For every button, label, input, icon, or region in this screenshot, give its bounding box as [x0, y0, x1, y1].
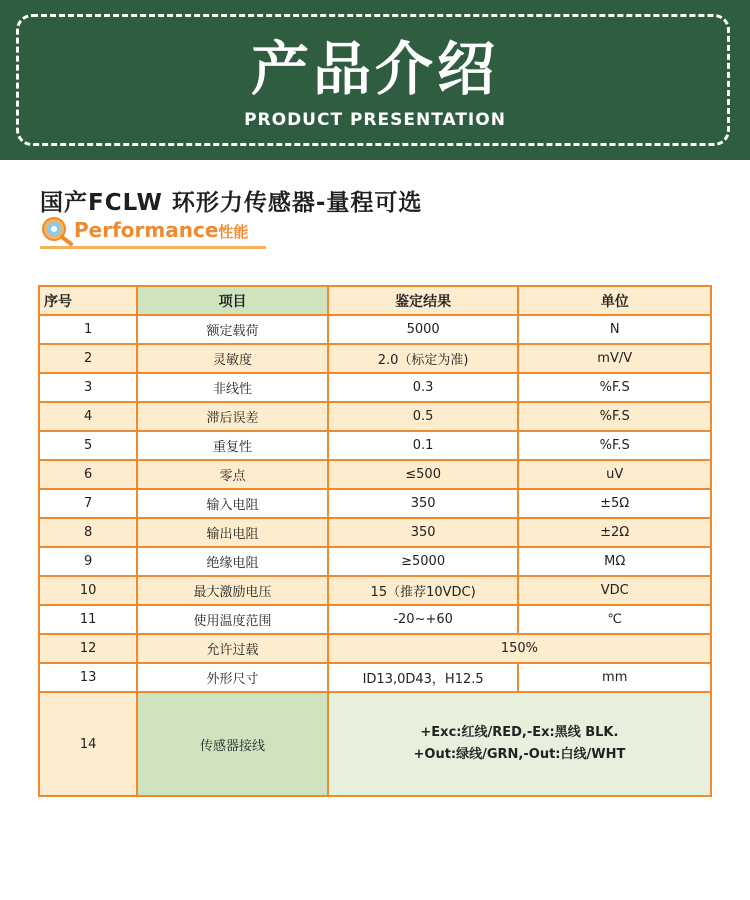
table-row — [39, 605, 711, 634]
cell-no: 4 — [39, 402, 137, 431]
table-row — [39, 692, 711, 796]
performance-label — [74, 218, 248, 242]
cell-no: 6 — [39, 460, 137, 489]
cell-item: 绝缘电阻 — [137, 547, 328, 576]
cell-unit: %F.S — [518, 402, 711, 431]
cell-unit: MΩ — [518, 547, 711, 576]
cell-unit: ±5Ω — [518, 489, 711, 518]
cell-item: 灵敏度 — [137, 344, 328, 373]
cell-item: 重复性 — [137, 431, 328, 460]
cell-unit: VDC — [518, 576, 711, 605]
cell-result: 0.3 — [328, 373, 519, 402]
spec-table — [38, 285, 712, 797]
performance-underline — [40, 246, 266, 249]
product-heading: 国产FCLW 环形力传感器-量程可选 — [40, 190, 423, 216]
cell-unit: mm — [518, 663, 711, 692]
header-no: 序号 — [39, 286, 137, 315]
table-row — [39, 576, 711, 605]
table-row — [39, 460, 711, 489]
cell-unit: %F.S — [518, 431, 711, 460]
cell-item: 最大激励电压 — [137, 576, 328, 605]
table-row — [39, 373, 711, 402]
performance-label-en: Performance — [74, 218, 219, 242]
banner-title: 产品介绍 — [250, 35, 499, 103]
table-row — [39, 315, 711, 344]
cell-item: 输出电阻 — [137, 518, 328, 547]
cell-no: 12 — [39, 634, 137, 663]
cell-no: 8 — [39, 518, 137, 547]
cell-no: 1 — [39, 315, 137, 344]
cell-no: 9 — [39, 547, 137, 576]
cell-item: 允许过载 — [137, 634, 328, 663]
cell-item: 输入电阻 — [137, 489, 328, 518]
banner-subtitle: PRODUCT PRESENTATION — [244, 110, 506, 130]
table-row — [39, 489, 711, 518]
cell-no: 7 — [39, 489, 137, 518]
cell-no: 3 — [39, 373, 137, 402]
cell-item: 外形尺寸 — [137, 663, 328, 692]
table-header-row — [39, 286, 711, 315]
cell-result: 0.5 — [328, 402, 519, 431]
cell-no: 10 — [39, 576, 137, 605]
cell-result: 2.0（标定为准) — [328, 344, 519, 373]
magnifier-gear-icon — [40, 216, 74, 246]
header-item: 项目 — [137, 286, 328, 315]
cell-unit: uV — [518, 460, 711, 489]
cell-item: 额定载荷 — [137, 315, 328, 344]
cell-result: 0.1 — [328, 431, 519, 460]
cell-result: -20~+60 — [328, 605, 519, 634]
cell-wiring — [328, 692, 711, 796]
cell-item: 传感器接线 — [137, 692, 328, 796]
cell-item: 零点 — [137, 460, 328, 489]
table-row — [39, 547, 711, 576]
cell-item: 滞后误差 — [137, 402, 328, 431]
cell-result: 350 — [328, 489, 519, 518]
cell-unit: ±2Ω — [518, 518, 711, 547]
header-unit: 单位 — [518, 286, 711, 315]
cell-result: 350 — [328, 518, 519, 547]
spec-table-container — [38, 285, 712, 797]
cell-combined-value: 150% — [328, 634, 711, 663]
cell-result: ≥5000 — [328, 547, 519, 576]
header-result: 鉴定结果 — [328, 286, 519, 315]
table-row — [39, 518, 711, 547]
cell-result: 5000 — [328, 315, 519, 344]
table-row — [39, 431, 711, 460]
cell-item: 使用温度范围 — [137, 605, 328, 634]
cell-unit: ℃ — [518, 605, 711, 634]
cell-no: 5 — [39, 431, 137, 460]
cell-no: 2 — [39, 344, 137, 373]
performance-label-cn: 性能 — [218, 223, 249, 241]
cell-item: 非线性 — [137, 373, 328, 402]
table-row — [39, 344, 711, 373]
wiring-line-1: +Exc:红线/RED,-Ex:黑线 BLK. — [420, 725, 619, 740]
table-row — [39, 634, 711, 663]
cell-no: 13 — [39, 663, 137, 692]
cell-result: ≤500 — [328, 460, 519, 489]
table-row — [39, 663, 711, 692]
cell-unit: N — [518, 315, 711, 344]
cell-unit: %F.S — [518, 373, 711, 402]
cell-result: 15（推荐10VDC) — [328, 576, 519, 605]
cell-result: ID13,0D43，H12.5 — [328, 663, 519, 692]
header-banner — [0, 0, 750, 160]
cell-no: 14 — [39, 692, 137, 796]
table-row — [39, 402, 711, 431]
cell-no: 11 — [39, 605, 137, 634]
cell-unit: mV/V — [518, 344, 711, 373]
wiring-line-2: +Out:绿线/GRN,-Out:白线/WHT — [413, 747, 626, 762]
